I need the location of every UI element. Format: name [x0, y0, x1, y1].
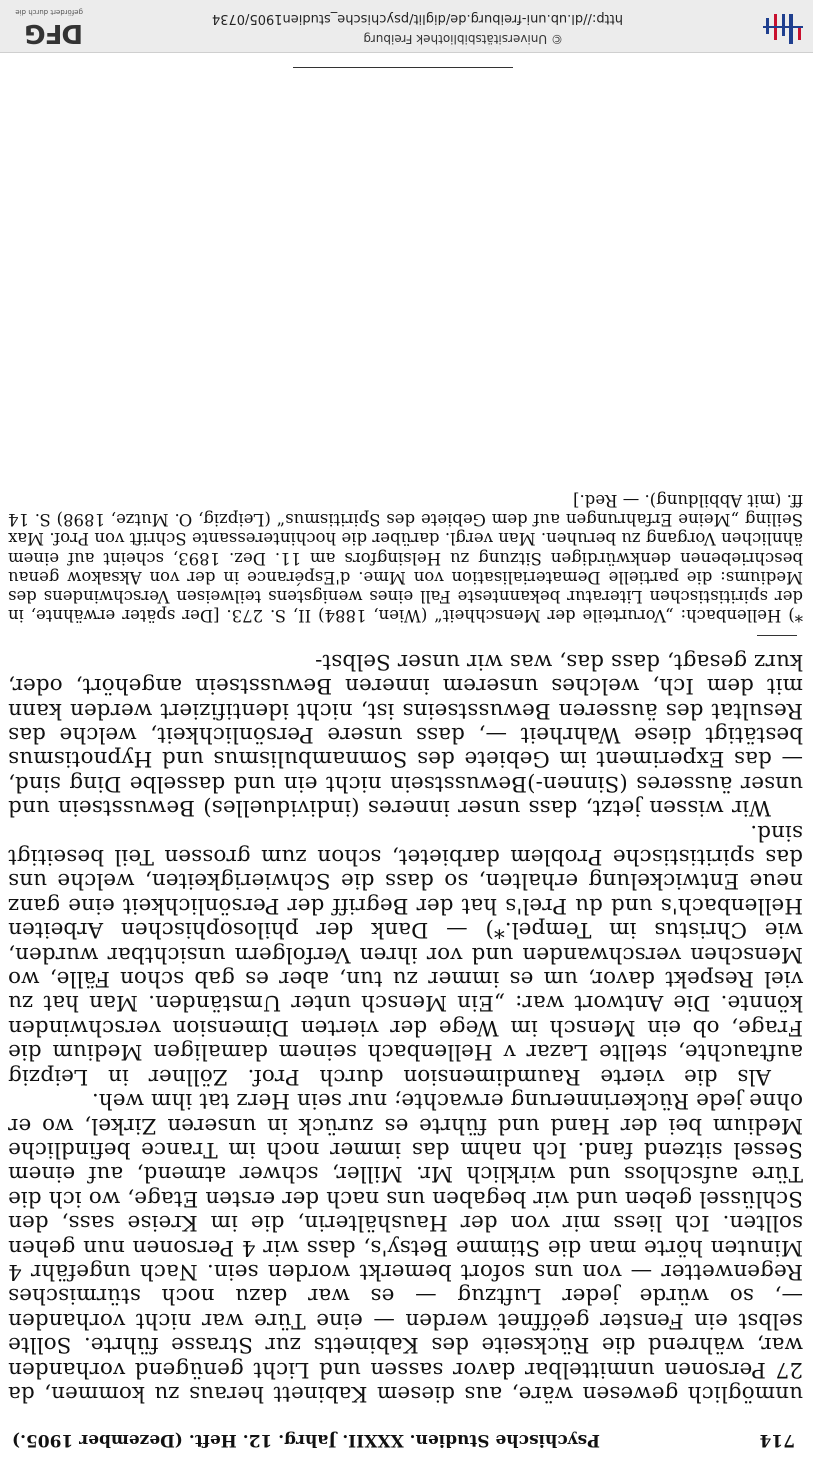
- paragraph: Als die vierte Raumdimension durch Prof. Zöllner in Leipzig auftauchte, stellte Lazar v Hellenbach seinem damaligen Medium die Frage, ob ein Mensch im Wege der vierten Dimension verschwinden könnte. Die Antwort war: „Ein Mensch unter Umständen. Man hat zu viel Respekt davor, um es immer zu tun, aber es gab schon Fälle, wo Menschen verschwanden und vor ihren Verfolgern unsichtbar wurden, wie Christus im Tempel.*) — Dank der philosophischen Arbeiten Hellenbach's und du Prel's hat der Begriff der Persönlichkeit eine ganz neue Entwickelung erhalten, so dass die Schwierigkeiten, welche uns das spiritistische Problem darbietet, schon zum grossen Teil beseitigt sind.: [8, 819, 803, 1089]
- footnote-text: *) Hellenbach: „Vorurteile der Menschheit“ (Wien, 1884) II, S. 273. [Der später erwähnte, in der spiritistischen Literatur bekannteste Fall eines wenigstens teilweisen Verschwindens des Mediums: die partielle Dematerialisation von Mme. d'Espérance in der von Aksakow genau beschriebenen denkwürdigen Sitzung zu Helsingfors am 11. Dez. 1893, scheint auf einem ähnlichen Vorgang zu beruhen. Man vergl. darüber die hochinteressante Schrift von Prof. Max Seiling „Meine Erfahrungen auf dem Gebiete des Spiritismus“ (Leipzig, O. Mutze, 1898) S. 14 ff. (mit Abbildung). — Red.]: [8, 490, 803, 626]
- dfg-subtitle: gefördert durch die: [15, 8, 83, 16]
- body-text: [8, 648, 803, 1405]
- copyright-notice: © Universitätsbibliothek Freiburg: [363, 32, 563, 46]
- ub-freiburg-logo-icon: [759, 6, 805, 46]
- dfg-mark: DFG: [25, 18, 83, 48]
- page-end-rule: [293, 67, 513, 68]
- dfg-logo: [3, 4, 83, 48]
- journal-title: Psychische Studien. XXXII. Jahrg. 12. Heft. (Dezember 1905.): [12, 1430, 600, 1450]
- page-url-link[interactable]: http://dl.ub.uni-freiburg.de/diglit/psychische_studien1905/0734: [211, 11, 623, 26]
- page-number: 714: [759, 1430, 795, 1450]
- running-head: [8, 1425, 803, 1455]
- footnote: [8, 490, 803, 625]
- paragraph: Wir wissen jetzt, dass unser inneres (individuelles) Bewusstsein und unser äusseres (Sinnen-)Bewusstsein nicht ein und dasselbe Ding sind, — das Experiment im Gebiete des Somnambulismus und Hypnotismus bestätigt diese Wahrheit —, dass unsere Persönlichkeit, welche das Resultat des äusseren Bewusstseins ist, nicht identifiziert werden kann mit dem Ich, welches unserem inneren Bewusstsein angehört, oder, kurz gesagt, dass das, was wir unser Selbst-: [8, 648, 803, 821]
- footnote-divider: [757, 635, 797, 636]
- document-page: [8, 490, 803, 1455]
- viewer-header: [0, 0, 813, 53]
- paragraph: unmöglich gewesen wäre, aus diesem Kabinett heraus zu kommen, da 27 Personen unmittelbar davor sassen und Licht genügend vorhanden war, während die Rückseite des Kabinetts zur Strasse führte. Sollte selbst ein Fenster geöffnet werden — eine Türe war nicht vorhanden —, so würde jeder Luftzug — es war dazu noch stürmisches Regenwetter — von uns sofort bemerkt worden sein. Nach ungefähr 4 Minuten hörte man die Stimme Betsy's, dass wir 4 Personen nun gehen sollten. Ich liess mir von der Haushälterin, die im Kreise sass, den Schlüssel geben und wir begaben uns nach der ersten Etage, wo ich die Türe aufschloss und wirklich Mr. Miller, schwer atmend, auf einem Sessel sitzend fand. Ich nahm das immer noch im Trance befindliche Medium bei der Hand und führte es zurück in unseren Zirkel, wo er ohne jede Rückerinnerung erwachte; nur sein Herz tat ihm weh.: [8, 1088, 803, 1406]
